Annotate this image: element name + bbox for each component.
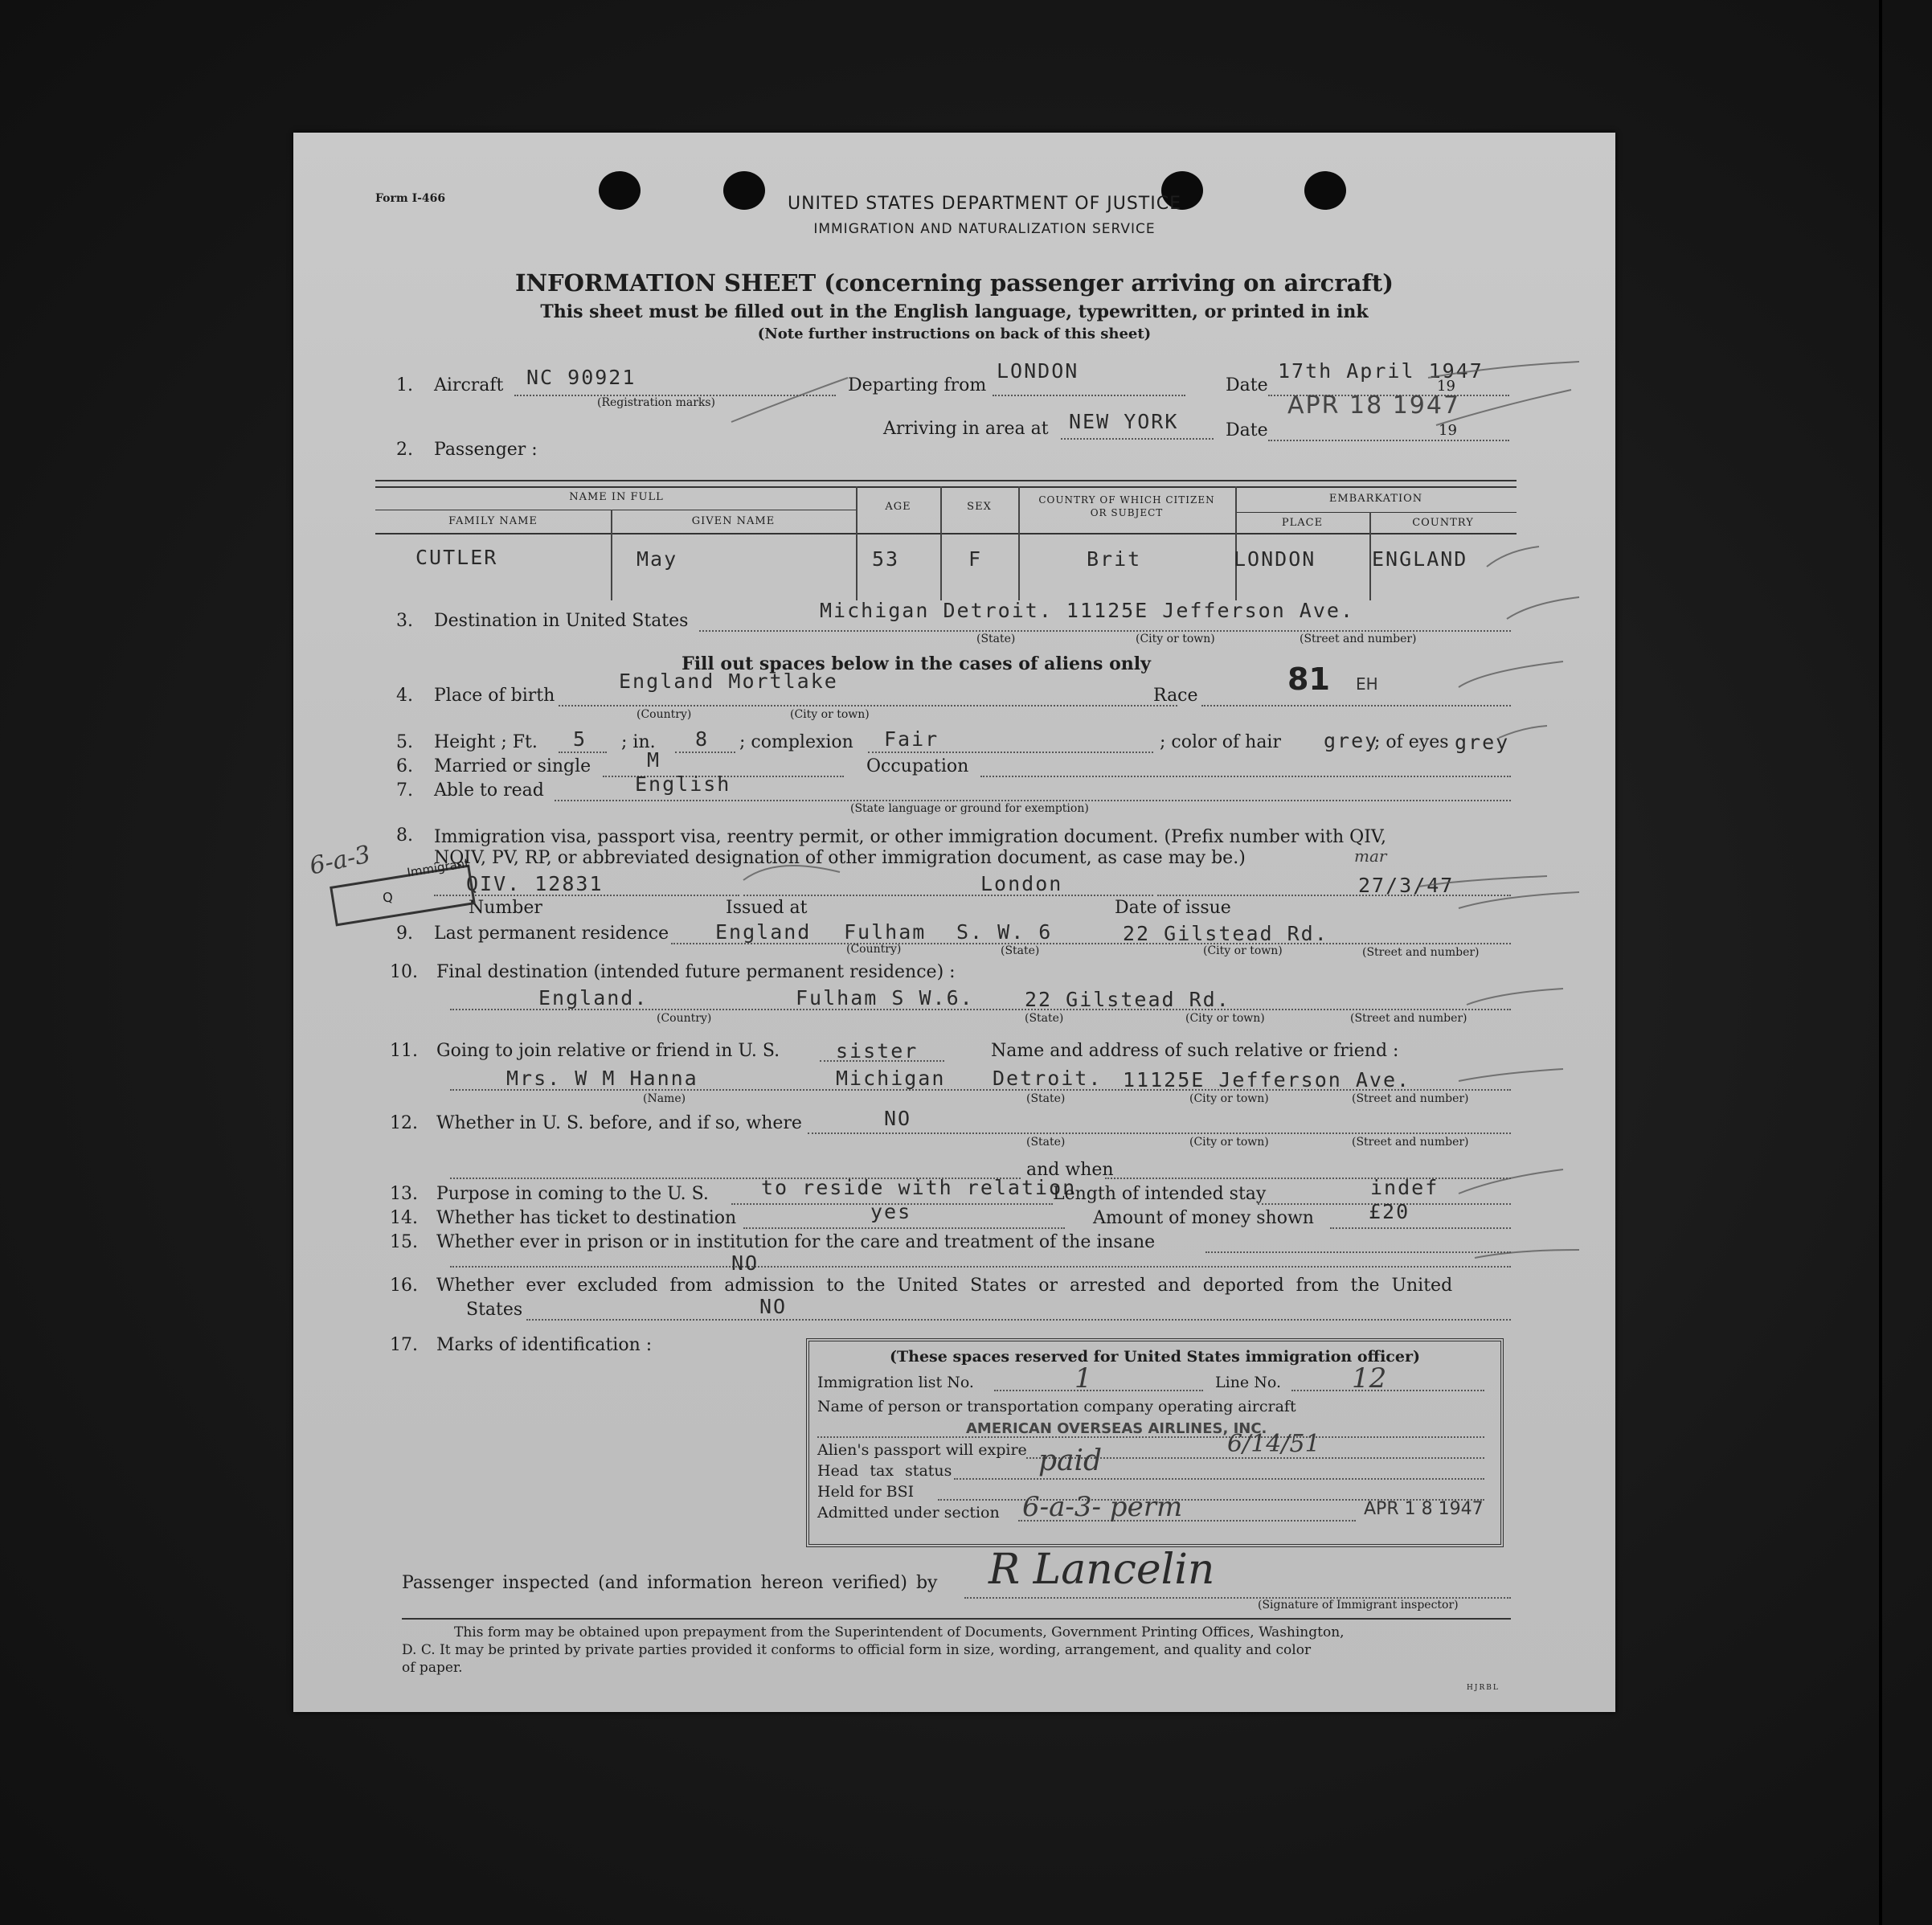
birth-label: Place of birth [434,686,555,706]
residence-city: Fulham [844,920,927,944]
final-dest-street: 22 Gilstead Rd. [1025,988,1230,1011]
final-dest-country: England. [538,986,649,1010]
printer-code: HJRBL [1467,1684,1500,1692]
birth-sub-city: (City or town) [790,708,870,721]
item-number: 9. [396,924,413,944]
item-number: 11. [390,1041,418,1061]
when-label: and when [1026,1160,1114,1180]
pencil-tick [1436,390,1571,425]
country-header: COUNTRY OF WHICH CITIZEN [1038,494,1215,506]
residence-sub-country: (Country) [846,943,902,956]
operator-value: AMERICAN OVERSEAS AIRLINES, INC. [966,1420,1267,1437]
birth-value: England Mortlake [619,670,838,693]
destination-sub-state: (State) [976,633,1016,645]
name-in-full-header: NAME IN FULL [569,491,664,503]
document-sheet [293,133,1615,1712]
admitted-label: Admitted under section [817,1504,1000,1522]
sex-value: F [968,547,983,571]
arriving-label: Arriving in area at [883,419,1049,439]
relative-street: 11125E Jefferson Ave. [1123,1068,1411,1092]
visa-margin-note: 6-a-3 [307,840,374,881]
pencil-ticks [293,133,1615,1712]
item-number: 17. [390,1335,418,1355]
visa-number-label: Number [469,898,542,918]
pencil-tick [731,378,848,422]
pencil-tick [1507,597,1579,619]
in-us-sub-street: (Street and number) [1352,1136,1469,1149]
ticket-value: yes [870,1200,912,1223]
emb-country-header: COUNTRY [1412,517,1474,529]
pencil-tick [1428,362,1579,378]
item-number: 3. [396,611,413,631]
pencil-tick [1459,1069,1563,1081]
inspected-label: Passenger inspected (and information hereon verified) by [402,1573,938,1593]
birth-sub-country: (Country) [636,708,692,721]
departing-value: LONDON [997,359,1079,383]
in-us-sub-city: (City or town) [1189,1136,1269,1149]
height-ft: 5 [573,727,587,751]
ticket-label: Whether has ticket to destination [436,1208,737,1228]
relative-city: Detroit. [993,1067,1103,1090]
emb-country-value: ENGLAND [1372,547,1468,571]
pencil-tick [743,866,840,880]
form-number: Form I-466 [375,192,446,205]
operator-label: Name of person or transportation company operating aircraft [817,1398,1296,1415]
read-label: Able to read [434,780,544,801]
race-label: Race [1153,686,1198,706]
residence-label: Last permanent residence [434,924,669,944]
footer-line-3: of paper. [402,1660,463,1676]
destination-sub-city: (City or town) [1136,633,1215,645]
item-number: 4. [396,686,413,706]
in-us-before-value: NO [884,1107,912,1130]
married-value: M [647,748,661,772]
final-dest-sub-state: (State) [1025,1012,1064,1025]
date-label: Date [1226,375,1268,395]
destination-label: Destination in United States [434,611,689,631]
excluded-label: Whether ever excluded from admission to the United States or arrested and deported from the United [436,1276,1453,1296]
film-frame-edge [1879,0,1882,1925]
family-name-header: FAMILY NAME [448,515,538,527]
read-sub: (State language or ground for exemption) [850,802,1089,815]
departing-date: 17th April 1947 [1278,359,1484,383]
place-value: LONDON [1234,547,1316,571]
residence-sub-state: (State) [1001,944,1040,957]
country-header-2: OR SUBJECT [1090,507,1164,518]
pencil-tick [1467,989,1563,1005]
date-suffix: 19 [1437,378,1455,395]
in-us-before-label: Whether in U. S. before, and if so, where [436,1113,802,1133]
pencil-tick [1459,892,1579,908]
final-dest-sub-country: (Country) [657,1012,712,1025]
visa-issued-label: Issued at [726,898,808,918]
passport-expire-label: Alien's passport will expire [817,1441,1027,1459]
admitted-value: 6-a-3- perm [1022,1491,1183,1523]
money-value: £20 [1369,1200,1410,1223]
family-name-value: CUTLER [415,546,498,569]
item-number: 13. [390,1184,418,1204]
destination-sub-street: (Street and number) [1300,633,1417,645]
relative-sub-street: (Street and number) [1352,1092,1469,1105]
join-value: sister [836,1039,919,1063]
aircraft-sub: (Registration marks) [597,396,716,409]
stay-value: indef [1370,1176,1439,1199]
inspector-signature: R Lancelin [989,1546,1215,1594]
race-value: 81 [1287,661,1330,697]
place-header: PLACE [1281,517,1324,529]
residence-sub-city: (City or town) [1203,944,1283,957]
passenger-label: Passenger : [434,440,538,460]
arrival-date-label: Date [1226,420,1268,440]
final-dest-sub-city: (City or town) [1185,1012,1265,1025]
agency-name: UNITED STATES DEPARTMENT OF JUSTICE [787,194,1181,214]
complexion-value: Fair [884,727,939,751]
age-header: AGE [885,501,911,513]
stamp-small: Q [381,889,395,906]
relative-sub-name: (Name) [643,1092,686,1105]
visa-doi-label: Date of issue [1115,898,1231,918]
item-number: 8. [396,825,413,846]
service-name: IMMIGRATION AND NATURALIZATION SERVICE [813,221,1156,237]
embarkation-header: EMBARKATION [1328,493,1423,505]
item-number: 10. [390,962,418,982]
line-label: Line No. [1215,1374,1281,1391]
eyes-value: grey [1455,731,1510,754]
aircraft-label: Aircraft [434,375,504,395]
relative-state: Michigan [836,1067,946,1090]
relative-sub-city: (City or town) [1189,1092,1269,1105]
sex-header: SEX [967,501,992,513]
aircraft-value: NC 90921 [526,366,636,389]
occupation-label: Occupation [866,756,969,776]
pencil-tick [1459,1169,1563,1194]
visa-issued-value: London [980,872,1063,895]
pencil-tick [1487,547,1539,567]
item-number: 16. [390,1276,418,1296]
headtax-value: paid [1038,1444,1103,1477]
pencil-tick [1499,726,1547,738]
form-title: INFORMATION SHEET (concerning passenger arriving on aircraft) [514,269,1394,297]
residence-sub-street: (Street and number) [1362,946,1480,959]
purpose-label: Purpose in coming to the U. S. [436,1184,709,1204]
read-value: English [635,772,731,796]
admitted-stamp-date: APR 1 8 1947 [1364,1499,1484,1519]
line-value: 12 [1352,1362,1387,1395]
final-dest-city: Fulham S W.6. [796,986,974,1010]
arrival-date-suffix: 19 [1439,422,1457,439]
item-number: 6. [396,756,413,776]
complexion-label: ; complexion [739,732,853,752]
eyes-label: ; of eyes [1374,732,1449,752]
given-name-header: GIVEN NAME [691,515,776,527]
citizen-value: Brit [1087,547,1142,571]
visa-number-value: QIV. 12831 [466,872,604,895]
stamp-text: Immigrant [406,855,471,880]
item-number: 1. [396,375,413,395]
join-label: Going to join relative or friend in U. S. [436,1041,780,1061]
visa-doi-value: 27/3/47 [1358,874,1455,897]
pencil-tick [1475,1250,1579,1258]
prison-value: NO [731,1251,759,1275]
visa-text-2: NQIV, PV, RP, or abbreviated designation of other immigration document, as case may be.) [434,848,1246,868]
residence-state: S. W. 6 [956,920,1053,944]
hair-label: ; color of hair [1160,732,1281,752]
item-number: 15. [390,1232,418,1252]
relative-address-label: Name and address of such relative or friend : [991,1041,1399,1061]
officer-box-heading: (These spaces reserved for United States immigration officer) [890,1348,1420,1366]
race-extra: EH [1356,674,1378,694]
residence-street: 22 Gilstead Rd. [1123,922,1328,945]
arrival-date-stamp: APR 18 1947 [1287,391,1461,420]
excluded-value: NO [759,1295,788,1318]
prison-label: Whether ever in prison or in institution for the care and treatment of the insane [436,1232,1156,1252]
stay-label: Length of intended stay [1053,1184,1267,1204]
excluded-label-2: States [466,1300,523,1320]
age-value: 53 [872,547,900,571]
in-us-sub-state: (State) [1026,1136,1066,1149]
form-instruction: This sheet must be filled out in the English language, typewritten, or printed in ink [540,301,1369,322]
hair-value: grey [1324,729,1379,752]
money-label: Amount of money shown [1093,1208,1314,1228]
item-number: 2. [396,440,413,460]
aliens-heading: Fill out spaces below in the cases of aliens only [682,653,1151,674]
height-label: Height ; Ft. [434,732,538,752]
item-number: 7. [396,780,413,801]
married-label: Married or single [434,756,591,776]
final-dest-label: Final destination (intended future permanent residence) : [436,962,956,982]
final-dest-sub-street: (Street and number) [1350,1012,1467,1025]
purpose-value: to reside with relation [761,1176,1077,1199]
height-in-label: ; in. [621,732,656,752]
footer-line-1: This form may be obtained upon prepayment from the Superintendent of Documents, Government Printing Offices, Washington, [454,1624,1345,1640]
height-in: 8 [695,727,710,751]
departing-label: Departing from [848,375,987,395]
relative-name: Mrs. W M Hanna [506,1067,698,1090]
list-value: 1 [1074,1362,1092,1395]
item-number: 12. [390,1113,418,1133]
pencil-tick [1459,661,1563,687]
arriving-value: NEW YORK [1069,410,1179,433]
relative-sub-state: (State) [1026,1092,1066,1105]
footer-line-2: D. C. It may be printed by private parties provided it conforms to official form in size, wording, arrangement, and quality and color [402,1642,1312,1658]
headtax-label: Head tax status [817,1462,952,1480]
bsi-label: Held for BSI [817,1483,915,1501]
residence-country: England [715,920,812,944]
visa-text-1: Immigration visa, passport visa, reentry permit, or other immigration document. (Prefix number with QIV, [434,827,1386,847]
visa-margin-note-2: mar [1354,846,1387,866]
signature-sub: (Signature of Immigrant inspector) [1258,1599,1459,1612]
passport-expire-value: 6/14/51 [1227,1430,1320,1458]
item-number: 14. [390,1208,418,1228]
pencil-tick [1418,876,1547,887]
marks-label: Marks of identification : [436,1335,653,1355]
given-name-value: May [636,547,678,571]
list-label: Immigration list No. [817,1374,974,1391]
item-number: 5. [396,732,413,752]
destination-value: Michigan Detroit. 11125E Jefferson Ave. [820,599,1354,622]
form-note: (Note further instructions on back of this sheet) [757,326,1152,342]
